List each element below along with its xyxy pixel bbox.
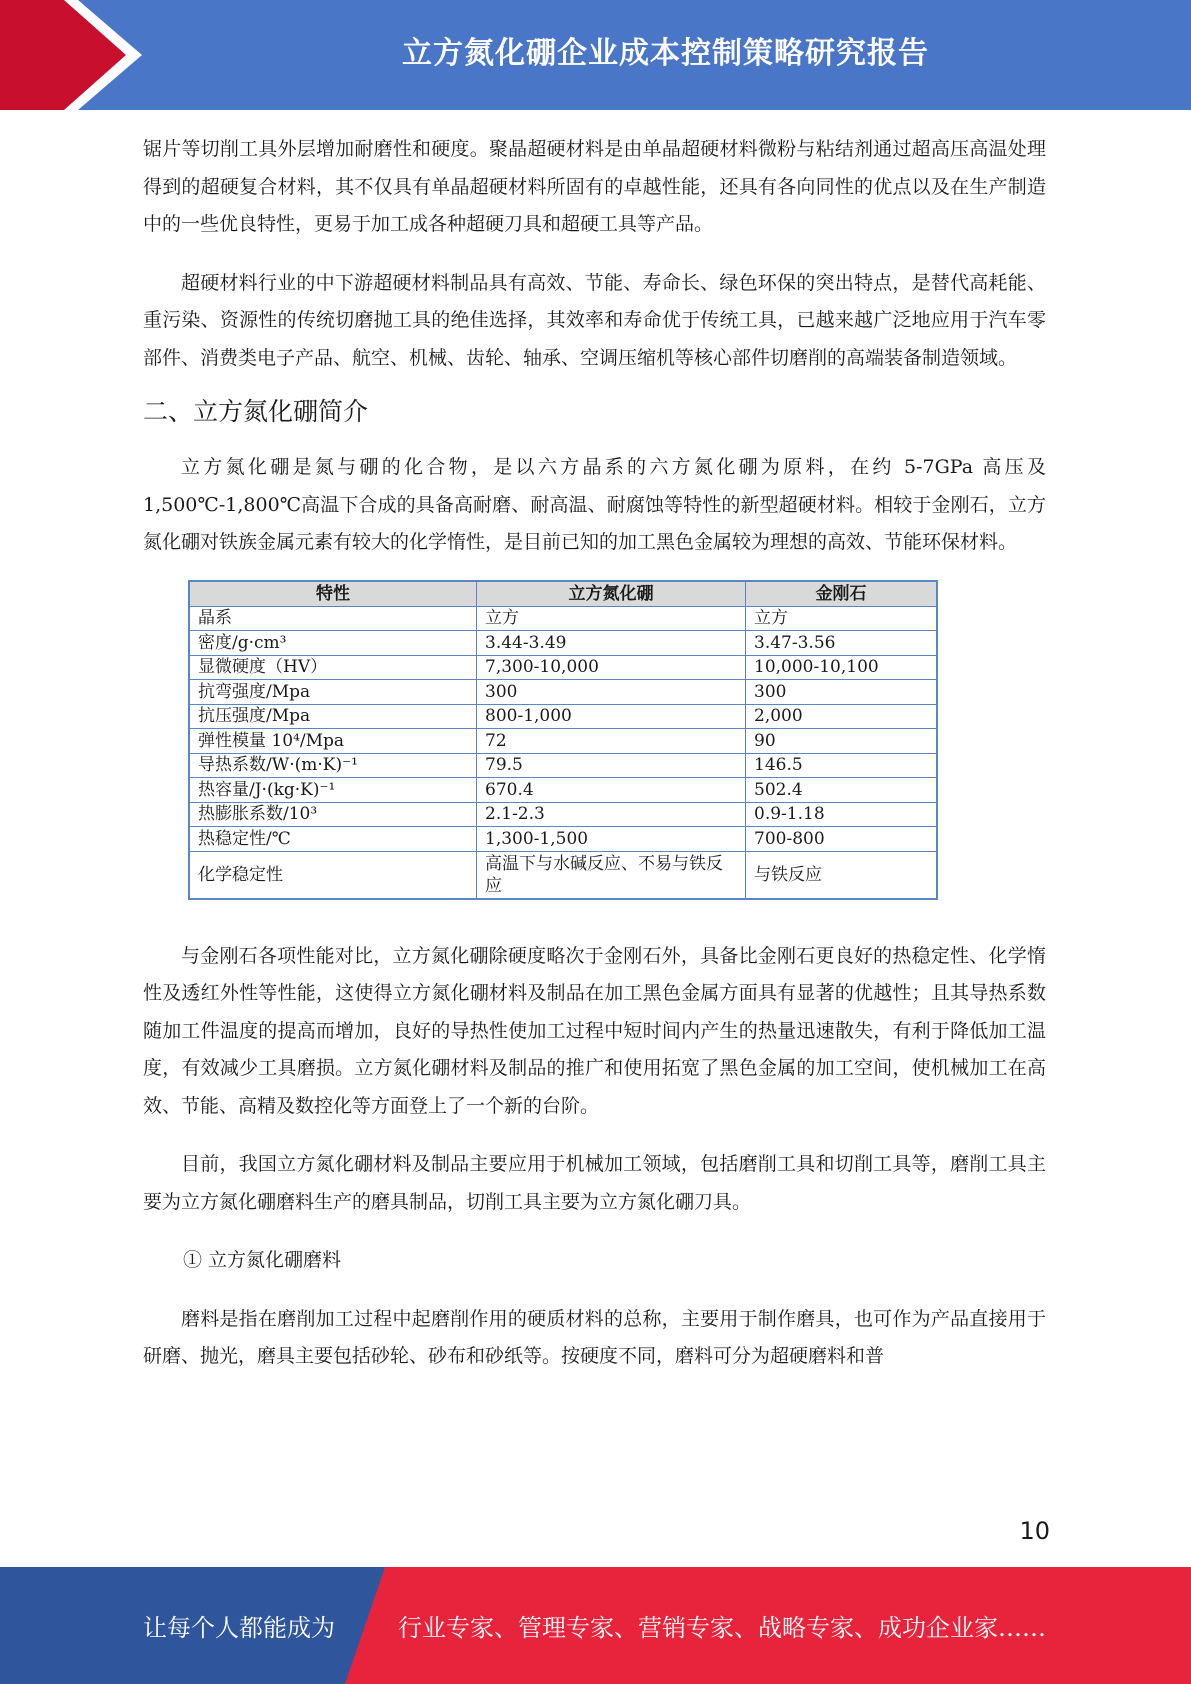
page-number: 10 bbox=[1019, 1517, 1050, 1545]
table-cell: 670.4 bbox=[477, 778, 746, 803]
table-row bbox=[189, 704, 937, 729]
page-content bbox=[143, 131, 1046, 1376]
table-row bbox=[189, 851, 937, 899]
table-cell: 3.47-3.56 bbox=[746, 631, 938, 656]
table-cell: 700-800 bbox=[746, 827, 938, 852]
paragraph-3: 立方氮化硼是氮与硼的化合物，是以六方晶系的六方氮化硼为原料，在约 5-7GPa 高压及 1,500℃-1,800℃高温下合成的具备高耐磨、耐高温、耐腐蚀等特性的新型超硬材料。相较于金刚石，立方氮化硼对铁族金属元素有较大的化学惰性，是目前已知的加工黑色金属较为理想的高效、节能环保材料。 bbox=[143, 456, 1046, 553]
table-row bbox=[189, 680, 937, 705]
table-cell: 146.5 bbox=[746, 753, 938, 778]
table-cell: 0.9-1.18 bbox=[746, 802, 938, 827]
table-cell: 1,300-1,500 bbox=[477, 827, 746, 852]
paragraph-6: 磨料是指在磨削加工过程中起磨削作用的硬质材料的总称，主要用于制作磨具，也可作为产品直接用于研磨、抛光，磨具主要包括砂轮、砂布和砂纸等。按硬度不同，磨料可分为超硬磨料和普 bbox=[143, 1307, 1046, 1367]
table-cell: 晶系 bbox=[189, 606, 477, 631]
report-title: 立方氮化硼企业成本控制策略研究报告 bbox=[402, 36, 929, 71]
table-cell: 2,000 bbox=[746, 704, 938, 729]
table-cell: 显微硬度（HV） bbox=[189, 655, 477, 680]
table-row bbox=[189, 802, 937, 827]
table-cell: 90 bbox=[746, 729, 938, 754]
table-cell: 抗压强度/Mpa bbox=[189, 704, 477, 729]
table-header-row bbox=[189, 581, 937, 607]
page-footer bbox=[0, 1567, 1191, 1684]
table-cell: 抗弯强度/Mpa bbox=[189, 680, 477, 705]
paragraph-1: 锯片等切削工具外层增加耐磨性和硬度。聚晶超硬材料是由单晶超硬材料微粉与粘结剂通过超高压高温处理得到的超硬复合材料，其不仅具有单晶超硬材料所固有的卓越性能，还具有各向同性的优点以及在生产制造中的一些优良特性，更易于加工成各种超硬刀具和超硬工具等产品。 bbox=[143, 138, 1046, 235]
paragraph-5: 目前，我国立方氮化硼材料及制品主要应用于机械加工领域，包括磨削工具和切削工具等，磨削工具主要为立方氮化硼磨料生产的磨具制品，切削工具主要为立方氮化硼刀具。 bbox=[143, 1153, 1046, 1213]
table-row bbox=[189, 655, 937, 680]
table-row bbox=[189, 631, 937, 656]
properties-table bbox=[188, 580, 938, 900]
footer-slogan-right: 行业专家、管理专家、营销专家、战略专家、成功企业家…… bbox=[398, 1614, 1046, 1642]
table-cell: 2.1-2.3 bbox=[477, 802, 746, 827]
table-cell: 300 bbox=[746, 680, 938, 705]
list-item: ① 立方氮化硼磨料 bbox=[183, 1249, 342, 1271]
paragraph-4: 与金刚石各项性能对比，立方氮化硼除硬度略次于金刚石外，具备比金刚石更良好的热稳定性、化学惰性及透红外性等性能，这使得立方氮化硼材料及制品在加工黑色金属方面具有显著的优越性；且其导热系数随加工件温度的提高而增加，良好的导热性使加工过程中短时间内产生的热量迅速散失，有利于降低加工温度，有效减少工具磨损。立方氮化硼材料及制品的推广和使用拓宽了黑色金属的加工空间，使机械加工在高效、节能、高精及数控化等方面登上了一个新的台阶。 bbox=[143, 944, 1046, 1117]
table-cell: 热稳定性/℃ bbox=[189, 827, 477, 852]
page-header bbox=[0, 0, 1191, 110]
table-cell: 导热系数/W·(m·K)⁻¹ bbox=[189, 753, 477, 778]
table-cell: 立方 bbox=[746, 606, 938, 631]
properties-table-wrapper bbox=[188, 580, 1046, 900]
table-cell: 800-1,000 bbox=[477, 704, 746, 729]
header-chevron-decoration bbox=[0, 0, 160, 110]
table-cell: 高温下与水碱反应、不易与铁反应 bbox=[477, 851, 746, 899]
table-row bbox=[189, 753, 937, 778]
table-cell: 3.44-3.49 bbox=[477, 631, 746, 656]
table-row bbox=[189, 606, 937, 631]
table-cell: 300 bbox=[477, 680, 746, 705]
footer-slogan-left: 让每个人都能成为 bbox=[143, 1614, 335, 1642]
table-cell: 502.4 bbox=[746, 778, 938, 803]
table-cell: 7,300-10,000 bbox=[477, 655, 746, 680]
table-cell: 79.5 bbox=[477, 753, 746, 778]
table-header-cell: 立方氮化硼 bbox=[477, 581, 746, 607]
table-row bbox=[189, 827, 937, 852]
table-cell: 热容量/J·(kg·K)⁻¹ bbox=[189, 778, 477, 803]
table-header-cell: 特性 bbox=[189, 581, 477, 607]
table-row bbox=[189, 729, 937, 754]
table-cell: 72 bbox=[477, 729, 746, 754]
table-cell: 热膨胀系数/10³ bbox=[189, 802, 477, 827]
section-title: 二、立方氮化硼简介 bbox=[143, 397, 369, 426]
paragraph-2: 超硬材料行业的中下游超硬材料制品具有高效、节能、寿命长、绿色环保的突出特点，是替代高耗能、重污染、资源性的传统切磨抛工具的绝佳选择，其效率和寿命优于传统工具，已越来越广泛地应用于汽车零部件、消费类电子产品、航空、机械、齿轮、轴承、空调压缩机等核心部件切磨削的高端装备制造领域。 bbox=[143, 271, 1046, 369]
table-cell: 10,000-10,100 bbox=[746, 655, 938, 680]
table-header-cell: 金刚石 bbox=[746, 581, 938, 607]
table-cell: 化学稳定性 bbox=[189, 851, 477, 899]
table-cell: 与铁反应 bbox=[746, 851, 938, 899]
table-cell: 密度/g·cm³ bbox=[189, 631, 477, 656]
table-cell: 弹性模量 10⁴/Mpa bbox=[189, 729, 477, 754]
table-row bbox=[189, 778, 937, 803]
table-cell: 立方 bbox=[477, 606, 746, 631]
